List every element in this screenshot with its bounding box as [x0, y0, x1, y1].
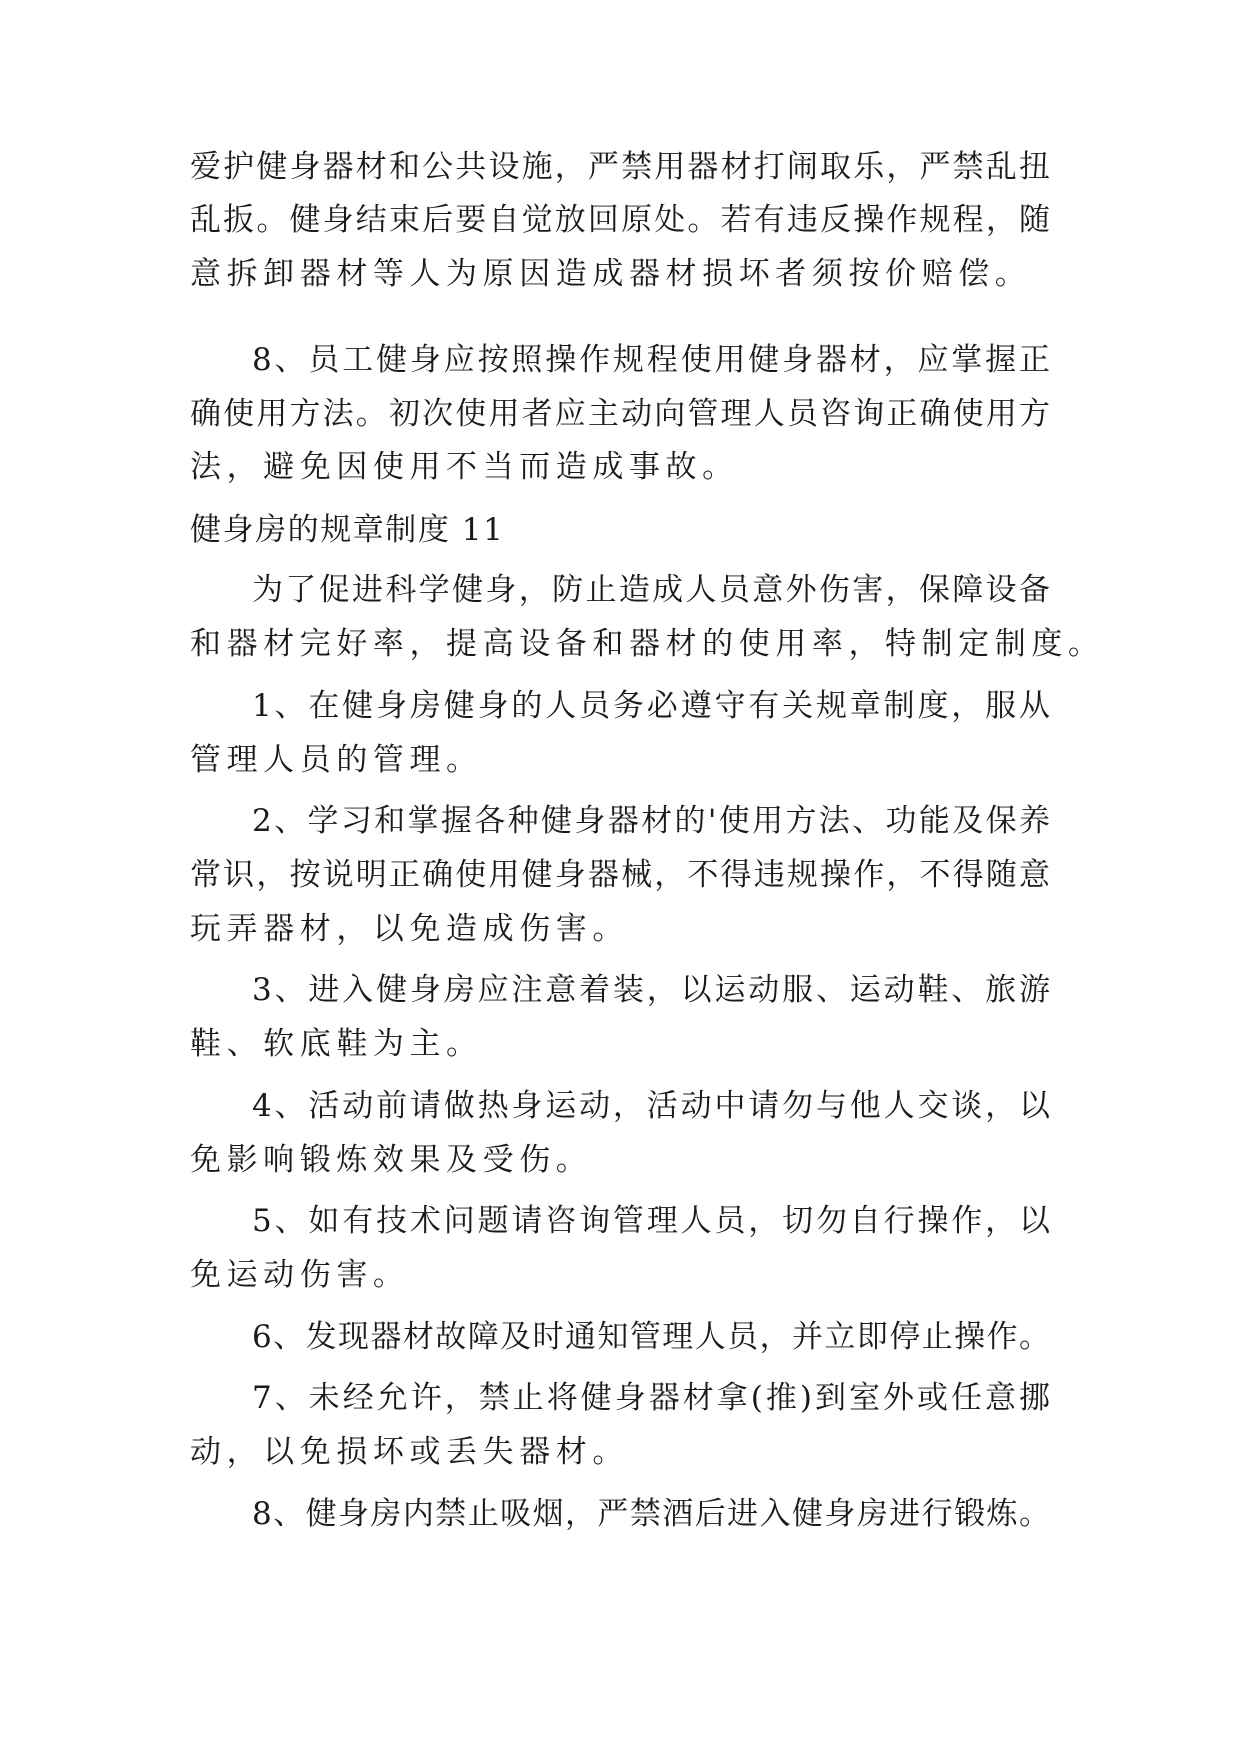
paragraph-line: 法，避免因使用不当而造成事故。 [190, 449, 739, 485]
paragraph-line: 动，以免损坏或丢失器材。 [190, 1434, 629, 1470]
paragraph-line: 管理人员的管理。 [190, 742, 483, 778]
paragraph-line: 3、进入健身房应注意着装，以运动服、运动鞋、旅游 [252, 972, 1050, 1008]
paragraph-line: 8、员工健身应按照操作规程使用健身器材，应掌握正 [252, 342, 1050, 378]
paragraph-line: 5、如有技术问题请咨询管理人员，切勿自行操作，以 [252, 1203, 1050, 1239]
paragraph-line: 8、健身房内禁止吸烟，严禁酒后进入健身房进行锻炼。 [252, 1496, 1050, 1532]
paragraph-line: 为了促进科学健身，防止造成人员意外伤害，保障设备 [252, 572, 1050, 608]
paragraph-line: 6、发现器材故障及时通知管理人员，并立即停止操作。 [252, 1319, 1050, 1355]
paragraph-line: 爱护健身器材和公共设施，严禁用器材打闹取乐，严禁乱扭 [190, 149, 1050, 185]
paragraph-line: 免运动伤害。 [190, 1257, 410, 1293]
paragraph-line: 常识，按说明正确使用健身器械，不得违规操作，不得随意 [190, 857, 1050, 893]
paragraph-line: 意拆卸器材等人为原因造成器材损坏者须按价赔偿。 [190, 256, 1032, 292]
paragraph-line: 鞋、软底鞋为主。 [190, 1026, 483, 1062]
paragraph-line: 确使用方法。初次使用者应主动向管理人员咨询正确使用方 [190, 396, 1050, 432]
paragraph-line: 乱扳。健身结束后要自觉放回原处。若有违反操作规程，随 [190, 202, 1050, 238]
paragraph-line: 2、学习和掌握各种健身器材的'使用方法、功能及保养 [252, 803, 1050, 839]
section-heading: 健身房的规章制度 11 [190, 512, 505, 548]
paragraph-line: 玩弄器材，以免造成伤害。 [190, 911, 629, 947]
paragraph-line: 免影响锻炼效果及受伤。 [190, 1142, 593, 1178]
paragraph-line: 7、未经允许，禁止将健身器材拿(推)到室外或任意挪 [252, 1380, 1050, 1416]
paragraph-line: 1、在健身房健身的人员务必遵守有关规章制度，服从 [252, 688, 1050, 724]
paragraph-line: 4、活动前请做热身运动，活动中请勿与他人交谈，以 [252, 1088, 1050, 1124]
paragraph-line: 和器材完好率，提高设备和器材的使用率，特制定制度。 [190, 626, 1105, 662]
